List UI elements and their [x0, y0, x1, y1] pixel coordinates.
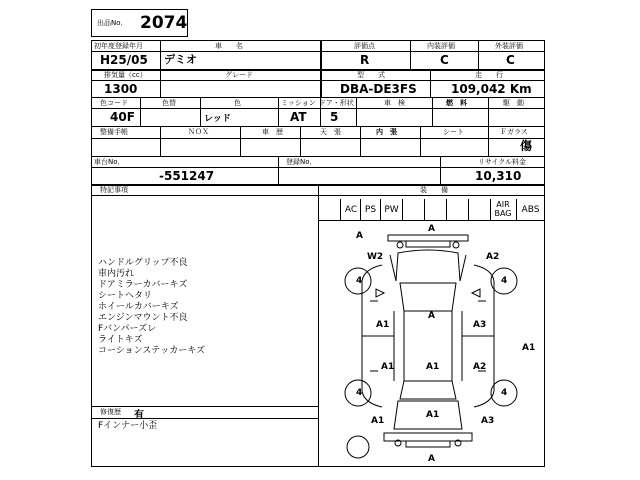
damage-rear: A [428, 454, 435, 464]
year-label: 初年度登録年月 [94, 42, 143, 50]
history-label: 車 歴 [262, 128, 283, 136]
note-line: コーションステッカーキズ [98, 346, 206, 356]
year-value: H25/05 [100, 53, 148, 67]
car-name-label: 車 名 [215, 42, 243, 50]
exterior-value: C [506, 53, 515, 67]
damage-side-right: A1 [522, 343, 536, 353]
interior-value: C [440, 53, 449, 67]
note-line: 車内汚れ [98, 269, 135, 279]
damage-door-right: A2 [473, 362, 487, 372]
notes-label: 特記事項 [100, 186, 128, 194]
equipment-row [318, 199, 545, 220]
lot-number-label: 出品No． [97, 19, 128, 27]
equipment-abs: ABS [521, 205, 540, 215]
recycle-value: 10,310 [475, 169, 522, 183]
damage-front-top: A [428, 224, 435, 234]
grade-value: R [360, 53, 370, 67]
note-line: Fバンパーズレ [98, 324, 157, 334]
equipment-pw: PW [384, 205, 399, 215]
damage-rear-left: A1 [371, 416, 385, 426]
equipment-airbag: AIR BAG [494, 200, 512, 218]
repair-value: 有 [134, 410, 144, 421]
fglass-label: Ｆガラス [500, 128, 528, 136]
damage-rear-right: A3 [481, 416, 495, 426]
tire-rear-left: 4 [356, 388, 363, 398]
roof-label: 天 張 [320, 128, 341, 136]
damage-door-left: A1 [381, 362, 395, 372]
damage-hood: A [428, 311, 435, 321]
displacement-value: 1300 [104, 82, 138, 96]
damage-a1-left: A1 [376, 320, 390, 330]
doors-label: ドア・形状 [319, 99, 354, 107]
color-code-label: 色コード [100, 99, 128, 107]
manual-label: 整備手帳 [100, 128, 128, 136]
damage-roof: A1 [426, 362, 440, 372]
equipment-ac: AC [344, 205, 358, 215]
fuel-label: 燃 料 [446, 99, 467, 107]
car-damage-diagram [318, 221, 545, 467]
tire-front-right: 4 [501, 276, 508, 286]
model-label: 型 式 [357, 71, 385, 79]
color-value: レッド [204, 114, 231, 124]
equipment-ps: PS [364, 205, 377, 215]
nox-label: ＮＯＸ [188, 128, 209, 136]
note-line: エンジンマウント不良 [98, 313, 188, 323]
color-change-label: 色替 [162, 99, 176, 107]
note-line: ドアミラーカバーキズ [98, 280, 188, 290]
damage-front-left: A [356, 231, 363, 241]
fglass-value: 傷 [520, 139, 533, 153]
inner-label: 内 張 [376, 128, 397, 136]
note-line: シートヘタリ [98, 291, 153, 301]
grade-label: 評価点 [354, 42, 375, 50]
mission-value: AT [290, 110, 307, 124]
inspection-label: 車 検 [384, 99, 405, 107]
chassis-label: 車台No． [94, 158, 125, 166]
damage-a3-right: A3 [473, 320, 487, 330]
car-name-value: デミオ [164, 53, 197, 66]
model-value: DBA-DE3FS [340, 82, 417, 96]
displacement-label: 排気量（cc） [104, 71, 147, 79]
trim-label: グレード [225, 71, 253, 79]
registration-label: 登録No． [286, 158, 317, 166]
seat-label: シート [443, 128, 464, 136]
chassis-value: -551247 [159, 169, 215, 183]
note-line: ライトキズ [98, 335, 143, 345]
mission-label: ミッション [281, 99, 316, 107]
mileage-value: 109,042 Km [451, 82, 532, 96]
lot-number-box [91, 9, 188, 37]
damage-a2-front-right: A2 [486, 252, 500, 262]
lot-number-value: 2074 [140, 13, 188, 33]
damage-trunk: A1 [426, 410, 440, 420]
repair-label: 修復歴 [100, 408, 121, 416]
mileage-label: 走 行 [475, 71, 503, 79]
doors-value: 5 [330, 110, 339, 124]
tire-front-left: 4 [356, 276, 363, 286]
drive-label: 駆 動 [503, 99, 524, 107]
note-line: ホイールカバーキズ [98, 302, 179, 312]
interior-label: 内装評価 [427, 42, 455, 50]
color-code-value: 40F [110, 110, 135, 124]
color-label: 色 [234, 99, 241, 107]
note-line: ハンドルグリップ不良 [98, 258, 188, 268]
recycle-label: リサイクル料金 [478, 158, 527, 166]
damage-w2: W2 [367, 252, 384, 262]
exterior-label: 外装評価 [495, 42, 523, 50]
tire-rear-right: 4 [501, 388, 508, 398]
equipment-label: 装 備 [420, 186, 448, 194]
repair-line: Fインナー小歪 [98, 421, 158, 431]
